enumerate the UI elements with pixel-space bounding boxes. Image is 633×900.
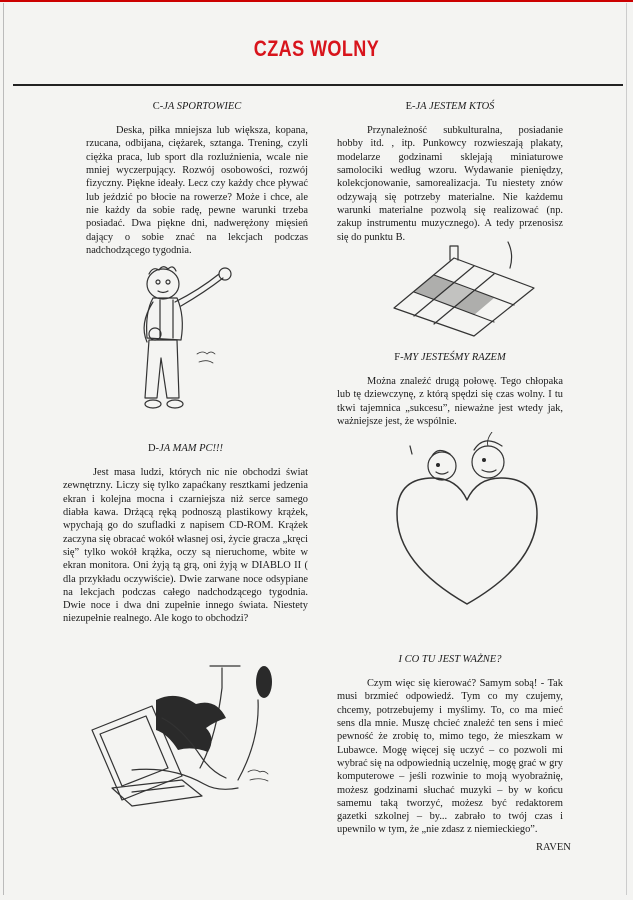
top-rule <box>0 0 633 2</box>
section-f-text: Można znaleźć drugą połowę. Tego chłopaka lub tę dziewczynę, z którą spędzi się czas wolny. I tu tkwi tajemnica „sukcesu”, nieważne jest wtedy jak, ważniejsze jest, że wspólnie. <box>337 376 563 427</box>
section-g-text: Czym więc się kierować? Samym sobą! - Tak musi brzmieć odpowiedź. Tym co my czujemy, chcemy, potrzebujemy i myślimy. To, co ma mieć sens dla mnie. Muszę chcieć znaleźć ten sens i mieć pewność że zrobię to, mimo tego, że mieszkam w Lubawce. Mogę więcej się uczyć – co pozwoli mi wybrać się na odpowiednią uczelnię, mogę grać w gry komputerowe – jeśli rozwinie to moją wyobraźnię, możesz godzinami słuchać muzyki – by w końcu samemu taką tworzyć, możesz być redaktorem gazetki szkolnej – by... zabrało to twój czas i upewnilo w tym, że „nie zdasz z niemieckiego”. <box>337 678 563 836</box>
section-f-letter: F- <box>394 352 404 363</box>
section-g <box>337 654 563 837</box>
checkerboard-illustration <box>390 238 540 338</box>
section-f <box>337 352 563 428</box>
section-g-heading <box>337 654 563 665</box>
pc-gamer-illustration <box>72 660 292 810</box>
section-e <box>337 101 563 244</box>
section-d-text: Jest masa ludzi, których nic nie obchodzi świat zewnętrzny. Liczy się tylko zapaćkany resztkami jedzenia ekran i kolejna mocna i czarniejsza niż serce samego diabła kawa. Drżącą ręką podnoszą plastikowy krążek, wpychają go do szufladki z napisem CD-ROM. Krążek zaczyna się obracać wokół własnej osi, życie gracza „kręci się” tylko wokół krążka, oczy są nieruchome, wbite w ekran monitora. Oni żyją tą grą, oni żyją w DIABLO II ( dla przykładu oczywiście). Dwie zarwane noce odsypiane na lekcjach podczas całego nadchodzącego tygodnia. Dwie noce i dwa dni zupełnie innego świata. Niestety niezupełnie realnego. Ale kogo to obchodzi? <box>63 467 308 625</box>
section-c-letter: C- <box>152 101 164 112</box>
author-signature: RAVEN <box>536 842 571 853</box>
section-c-heading <box>86 101 308 112</box>
section-d-letter: D- <box>147 443 160 454</box>
section-e-letter: E- <box>405 101 416 112</box>
section-d-title: JA MAM PC!!! <box>159 443 224 454</box>
header-divider <box>13 84 623 86</box>
section-e-text: Przynależność subkulturalna, posiadanie hobby itd. , itp. Punkowcy rozwieszają plakaty, modelarze godzinami sklejają miniaturowe samolociki według wzoru. Wydawanie pieniędzy, kolekcjonowanie, samorealizacja. Tu niestety znów odzywają się potrzeby materialne. Nie każdemu warunki materialne pozwolą się realizować (np. zakup instrumentu muzycznego). A tedy przenosisz się do punktu B. <box>337 125 563 243</box>
section-f-heading <box>337 352 563 363</box>
heart-couple-illustration <box>392 432 542 610</box>
section-d-heading <box>63 443 308 454</box>
section-c-title: JA SPORTOWIEC <box>163 101 242 112</box>
section-g-title: I CO TU JEST WAŻNE? <box>398 654 502 665</box>
section-c <box>86 101 308 257</box>
section-c-text: Deska, piłka mniejsza lub większa, kopana, rzucana, odbijana, ciężarek, sztanga. Trening, czyli ciężka praca, lub sport dla rozluźnienia, wcale nie mniej wyczerpujący. Rozwój osobowości, rozwój fizyczny. Piękne ideały. Lecz czy każdy chce pływać lub jeździć po błocie na rowerze? Może i chce, ale nie każdy da sobie radę, pewne warunki trzeba posiadać. Dwa piękne dni, nadwerężony mięsień dający o sobie znać na lekcjach podczas nadchodzącego tygodnia. <box>86 125 308 256</box>
section-e-title: JA JESTEM KTOŚ <box>415 101 495 112</box>
section-f-title: MY JESTEŚMY RAZEM <box>403 352 506 363</box>
page-title: CZAS WOLNY <box>253 36 380 61</box>
sportsman-illustration <box>125 262 250 422</box>
section-d <box>63 443 308 626</box>
section-e-heading <box>337 101 563 112</box>
